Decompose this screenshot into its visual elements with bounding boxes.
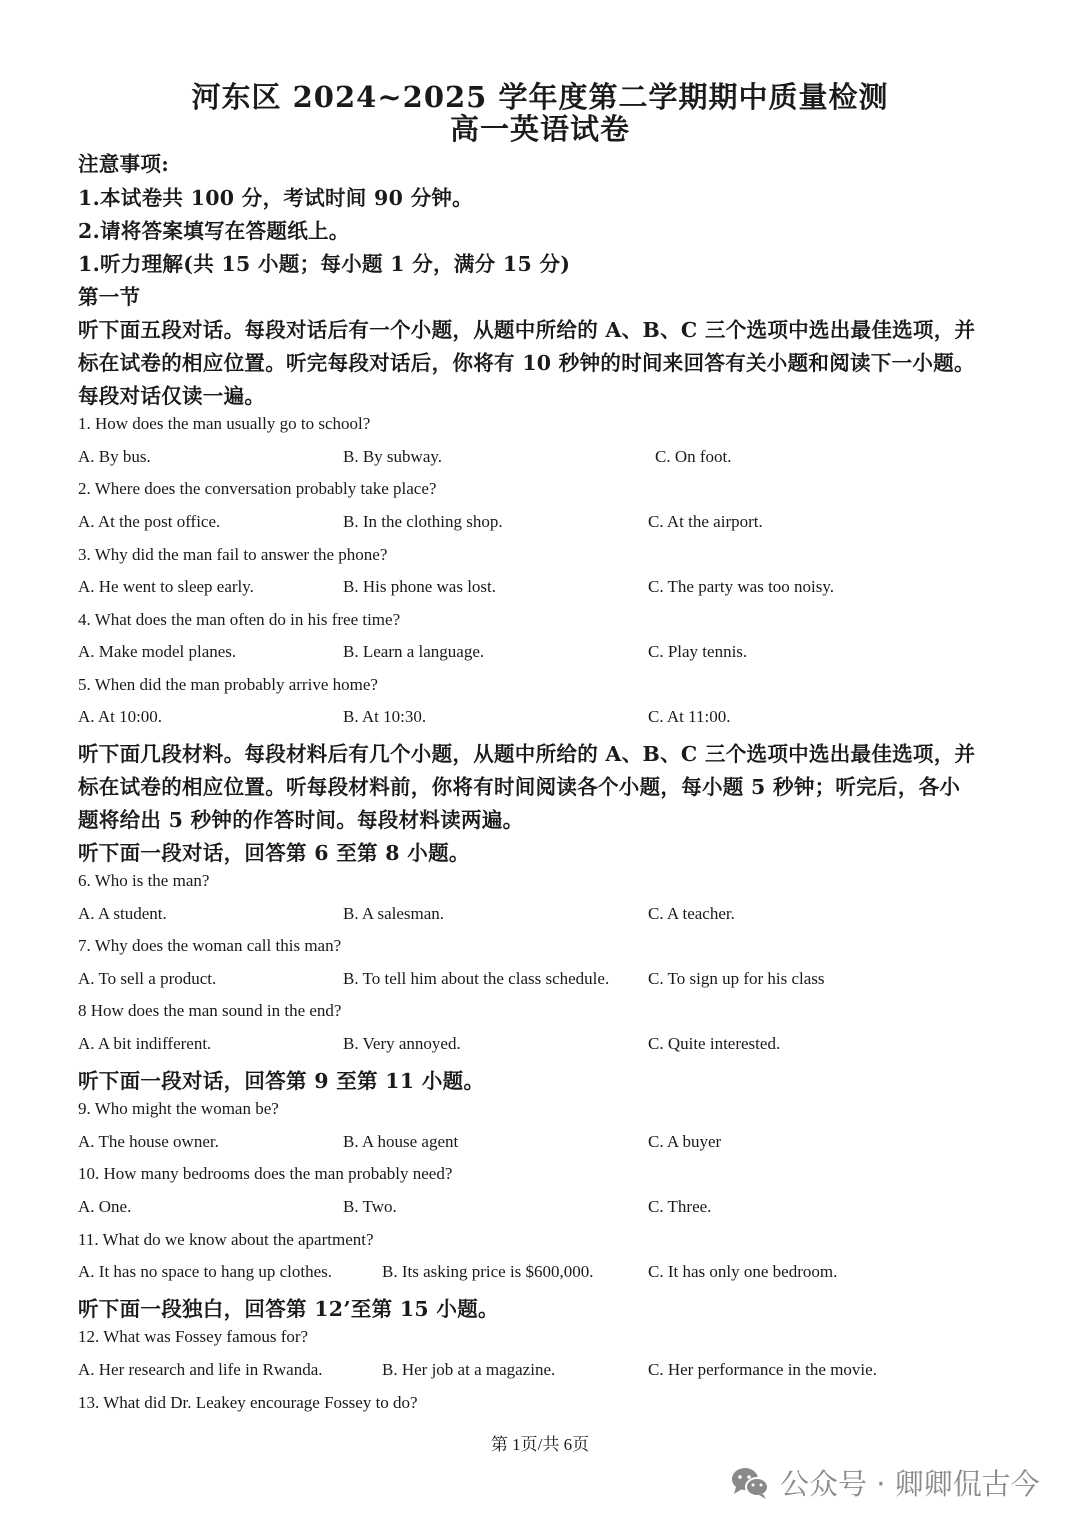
question-text: 7. Why does the woman call this man? (78, 936, 342, 955)
note-item-1: 1.本试卷共 100 分，考试时间 90 分钟。 (78, 186, 473, 210)
question-text: 4. What does the man often do in his free time? (78, 610, 401, 629)
option-c: C. Three. (648, 1197, 712, 1216)
option-b: B. Its asking price is $600,000. (382, 1262, 594, 1281)
page-number: 第 1页/共 6页 (490, 1435, 590, 1454)
option-a: A. One. (78, 1197, 132, 1216)
option-a: A. A student. (78, 904, 167, 923)
section-title: 1.听力理解(共 15 小题；每小题 1 分，满分 15 分) (78, 252, 571, 276)
question-text: 11. What do we know about the apartment? (78, 1230, 374, 1249)
group-heading: 听下面一段独白，回答第 12’至第 15 小题。 (78, 1297, 499, 1321)
group-heading: 听下面一段对话，回答第 9 至第 11 小题。 (78, 1069, 485, 1093)
instruction-line: 听下面几段材料。每段材料后有几个小题，从题中所给的 A、B、C 三个选项中选出最佳选项，并 (78, 742, 976, 766)
question-text: 10. How many bedrooms does the man probably need? (78, 1164, 453, 1183)
option-c: C. To sign up for his class (648, 969, 825, 988)
instruction-line: 标在试卷的相应位置。听完每段对话后，你将有 10 秒钟的时间来回答有关小题和阅读下一小题。 (78, 351, 975, 375)
option-c: C. A teacher. (648, 904, 735, 923)
question-text: 13. What did Dr. Leakey encourage Fossey to do? (78, 1393, 418, 1412)
option-b: B. A house agent (343, 1132, 459, 1151)
option-b: B. By subway. (343, 447, 443, 466)
instruction-line: 每段对话仅读一遍。 (78, 384, 266, 408)
question-text: 2. Where does the conversation probably take place? (78, 479, 437, 498)
option-b: B. Learn a language. (343, 642, 485, 661)
option-a: A. By bus. (78, 447, 151, 466)
group-heading: 听下面一段对话，回答第 6 至第 8 小题。 (78, 841, 470, 865)
part-heading: 第一节 (78, 285, 141, 309)
option-a: A. It has no space to hang up clothes. (78, 1262, 332, 1281)
option-b: B. A salesman. (343, 904, 445, 923)
option-c: C. Quite interested. (648, 1034, 781, 1053)
option-a: A. Make model planes. (78, 642, 237, 661)
option-c: C. At the airport. (648, 512, 763, 531)
notes-heading: 注意事项: (78, 152, 170, 176)
question-text: 8 How does the man sound in the end? (78, 1001, 342, 1020)
option-c: C. Her performance in the movie. (648, 1360, 877, 1379)
exam-subtitle: 高一英语试卷 (449, 112, 630, 146)
option-b: B. Very annoyed. (343, 1034, 461, 1053)
option-a: A. At the post office. (78, 512, 221, 531)
question-text: 12. What was Fossey famous for? (78, 1327, 309, 1346)
option-a: A. The house owner. (78, 1132, 219, 1151)
option-a: A. A bit indifferent. (78, 1034, 212, 1053)
option-c: C. A buyer (648, 1132, 722, 1151)
watermark (730, 1462, 1040, 1503)
instruction-line: 题将给出 5 秒钟的作答时间。每段材料读两遍。 (78, 808, 524, 832)
option-c: C. On foot. (655, 447, 732, 466)
option-c: C. It has only one bedroom. (648, 1262, 838, 1281)
option-a: A. To sell a product. (78, 969, 217, 988)
option-b: B. To tell him about the class schedule. (343, 969, 610, 988)
option-a: A. He went to sleep early. (78, 577, 254, 596)
question-text: 1. How does the man usually go to school? (78, 414, 371, 433)
option-b: B. Her job at a magazine. (382, 1360, 556, 1379)
option-a: A. Her research and life in Rwanda. (78, 1360, 323, 1379)
option-b: B. His phone was lost. (343, 577, 496, 596)
option-c: C. The party was too noisy. (648, 577, 835, 596)
option-a: A. At 10:00. (78, 707, 163, 726)
option-b: B. Two. (343, 1197, 397, 1216)
instruction-line: 标在试卷的相应位置。听每段材料前，你将有时间阅读各个小题，每小题 5 秒钟；听完后，各小 (78, 775, 961, 799)
option-c: C. At 11:00. (648, 707, 731, 726)
instruction-line: 听下面五段对话。每段对话后有一个小题，从题中所给的 A、B、C 三个选项中选出最佳选项，并 (78, 318, 976, 342)
option-c: C. Play tennis. (648, 642, 748, 661)
note-item-2: 2.请将答案填写在答题纸上。 (78, 219, 350, 243)
wechat-icon (730, 1466, 770, 1500)
question-text: 5. When did the man probably arrive home? (78, 675, 378, 694)
question-text: 3. Why did the man fail to answer the phone? (78, 545, 388, 564)
question-text: 9. Who might the woman be? (78, 1099, 279, 1118)
option-b: B. In the clothing shop. (343, 512, 503, 531)
exam-title: 河东区 2024~2025 学年度第二学期期中质量检测 (191, 80, 889, 114)
option-b: B. At 10:30. (343, 707, 427, 726)
watermark-text: 公众号 · 卿卿侃古今 (780, 1467, 1040, 1501)
question-text: 6. Who is the man? (78, 871, 210, 890)
